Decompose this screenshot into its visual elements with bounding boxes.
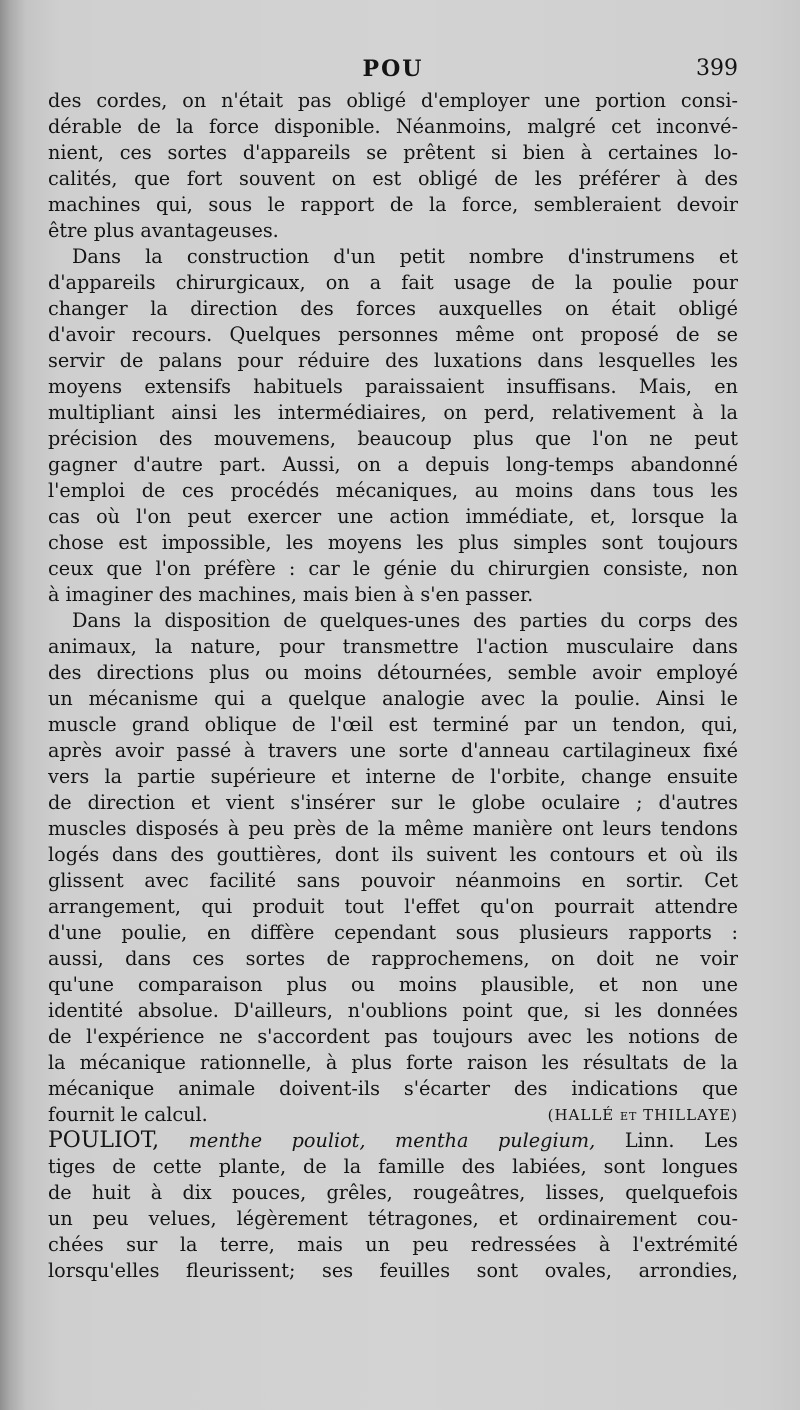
text-line: muscle grand oblique de l'œil est terminé par un tendon, qui, — [48, 713, 738, 736]
text-line: Dans la disposition de quelques-unes des parties du corps des — [72, 609, 738, 632]
text-line: cas où l'on peut exercer une action immédiate, et, lorsque la — [48, 505, 738, 528]
text-line: moyens extensifs habituels paraissaient insuffisans. Mais, en — [48, 375, 738, 398]
text-line: nient, ces sortes d'appareils se prêtent si bien à certaines lo- — [48, 141, 738, 164]
text-line: machines qui, sous le rapport de la force, sembleraient devoir — [48, 193, 738, 216]
author-signature: (HALLÉ et THILLAYE) — [547, 1106, 738, 1124]
text-line: servir de palans pour réduire des luxations dans lesquelles les — [48, 349, 738, 372]
text-line: d'une poulie, en diffère cependant sous plusieurs rapports : — [48, 921, 738, 944]
entry-first-line-rest: Linn. Les — [624, 1129, 738, 1152]
paragraph-animal-mechanics — [48, 608, 738, 1128]
text-line: de huit à dix pouces, grêles, rougeâtres, lisses, quelquefois — [48, 1181, 738, 1204]
text-line: la mécanique rationnelle, à plus forte raison les résultats de la — [48, 1051, 738, 1074]
text-line: muscles disposés à peu près de la même manière ont leurs tendons — [48, 817, 738, 840]
text-line: des cordes, on n'était pas obligé d'employer une portion consi- — [48, 89, 738, 112]
text-line: l'emploi de ces procédés mécaniques, au moins dans tous les — [48, 479, 738, 502]
text-line: un mécanisme qui a quelque analogie avec la poulie. Ainsi le — [48, 687, 738, 710]
page-header — [48, 56, 738, 90]
entry-latin-name: mentha pulegium, — [395, 1129, 596, 1152]
text-line: chose est impossible, les moyens les plus simples sont toujours — [48, 531, 738, 554]
text-line: un peu velues, légèrement tétragones, et ordinairement cou- — [48, 1207, 738, 1230]
text-line: mécanique animale doivent-ils s'écarter des indications que — [48, 1077, 738, 1100]
text-line: multipliant ainsi les intermédiaires, on perd, relativement à la — [48, 401, 738, 424]
text-line: arrangement, qui produit tout l'effet qu'on pourrait attendre — [48, 895, 738, 918]
page-number: 399 — [696, 56, 738, 81]
paragraph-surgical-apparatus — [48, 244, 738, 608]
text-line: de l'expérience ne s'accordent pas toujours avec les notions de — [48, 1025, 738, 1048]
text-line: d'avoir recours. Quelques personnes même ont proposé de se — [48, 323, 738, 346]
closing-text: fournit le calcul. — [48, 1103, 208, 1126]
closing-line — [48, 1102, 738, 1128]
text-line: aussi, dans ces sortes de rapprochemens, on doit ne voir — [48, 947, 738, 970]
page-body — [48, 88, 738, 1284]
text-line: identité absolue. D'ailleurs, n'oublions point que, si les données — [48, 999, 738, 1022]
text-line: après avoir passé à travers une sorte d'anneau cartilagineux fixé — [48, 739, 738, 762]
text-line: dérable de la force disponible. Néanmoins, malgré cet inconvé- — [48, 115, 738, 138]
text-line: tiges de cette plante, de la famille des labiées, sont longues — [48, 1155, 738, 1178]
text-line: chées sur la terre, mais un peu redressées à l'extrémité — [48, 1233, 738, 1256]
text-line: précision des mouvemens, beaucoup plus que l'on ne peut — [48, 427, 738, 450]
text-line: gagner d'autre part. Aussi, on a depuis long-temps abandonné — [48, 453, 738, 476]
text-line: d'appareils chirurgicaux, on a fait usage de la poulie pour — [48, 271, 738, 294]
text-line: lorsqu'elles fleurissent; ses feuilles sont ovales, arrondies, — [48, 1259, 738, 1282]
text-line: de direction et vient s'insérer sur le globe oculaire ; d'autres — [48, 791, 738, 814]
entry-headword: POULIOT, — [48, 1128, 160, 1153]
text-line: ceux que l'on préfère : car le génie du chirurgien consiste, non — [48, 557, 738, 580]
text-line: calités, que fort souvent on est obligé de les préférer à des — [48, 167, 738, 190]
text-line: être plus avantageuses. — [48, 219, 279, 242]
text-line: logés dans des gouttières, dont ils suivent les contours et où ils — [48, 843, 738, 866]
entry-pouliot — [48, 1128, 738, 1284]
text-line: des directions plus ou moins détournées, semble avoir employé — [48, 661, 738, 684]
entry-first-line — [48, 1128, 738, 1154]
text-line: glissent avec facilité sans pouvoir néanmoins en sortir. Cet — [48, 869, 738, 892]
text-line: Dans la construction d'un petit nombre d'instrumens et — [72, 245, 738, 268]
entry-common-name: menthe pouliot, — [188, 1129, 366, 1152]
text-line: changer la direction des forces auxquelles on était obligé — [48, 297, 738, 320]
text-line: à imaginer des machines, mais bien à s'en passer. — [48, 583, 534, 606]
paragraph-pulley-conclusion — [48, 88, 738, 244]
text-line: qu'une comparaison plus ou moins plausible, et non une — [48, 973, 738, 996]
text-line: vers la partie supérieure et interne de l'orbite, change ensuite — [48, 765, 738, 788]
text-line: animaux, la nature, pour transmettre l'action musculaire dans — [48, 635, 738, 658]
running-head: POU — [362, 56, 424, 82]
